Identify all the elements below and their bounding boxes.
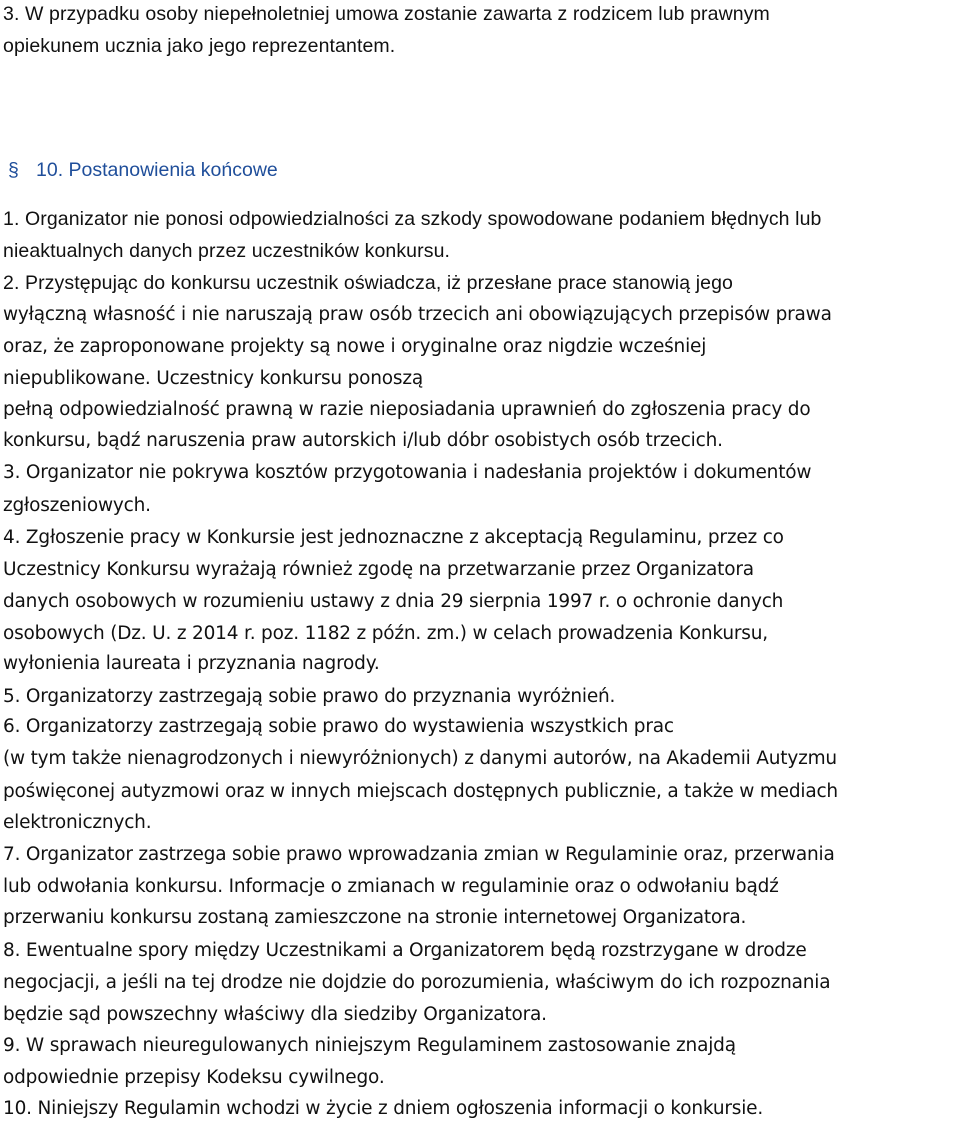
- section-heading: [3, 158, 278, 182]
- body-line: 7. Organizator zastrzega sobie prawo wprowadzania zmian w Regulaminie oraz, przerwania: [3, 844, 835, 865]
- body-line: będzie sąd powszechny właściwy dla siedziby Organizatora.: [3, 1004, 547, 1025]
- body-line: (w tym także nienagrodzonych i niewyróżnionych) z danymi autorów, na Akademii Autyzmu: [3, 748, 837, 769]
- body-line: negocjacji, a jeśli na tej drodze nie dojdzie do porozumienia, właściwym do ich rozpoznania: [3, 972, 831, 993]
- body-line: wyłączną własność i nie naruszają praw osób trzecich ani obowiązujących przepisów prawa: [3, 304, 832, 325]
- body-line: zgłoszeniowych.: [3, 495, 151, 516]
- body-line: danych osobowych w rozumieniu ustawy z dnia 29 sierpnia 1997 r. o ochronie danych: [3, 591, 784, 612]
- section-title: 10. Postanowienia końcowe: [36, 159, 278, 181]
- body-line: nieaktualnych danych przez uczestników konkursu.: [3, 240, 451, 262]
- body-line: odpowiednie przepisy Kodeksu cywilnego.: [3, 1067, 385, 1088]
- body-line: lub odwołania konkursu. Informacje o zmianach w regulaminie oraz o odwołaniu bądź: [3, 876, 779, 897]
- body-line: 9. W sprawach nieuregulowanych niniejszym Regulaminem zastosowanie znajdą: [3, 1035, 736, 1056]
- body-line: 2. Przystępując do konkursu uczestnik oświadcza, iż przesłane prace stanowią jego: [3, 272, 733, 294]
- body-line: 8. Ewentualne spory między Uczestnikami a Organizatorem będą rozstrzygane w drodze: [3, 940, 807, 961]
- body-line: konkursu, bądź naruszenia praw autorskich i/lub dóbr osobistych osób trzecich.: [3, 430, 723, 451]
- body-line: 5. Organizatorzy zastrzegają sobie prawo do przyznania wyróżnień.: [3, 686, 616, 707]
- body-line: 3. Organizator nie pokrywa kosztów przygotowania i nadesłania projektów i dokumentów: [3, 462, 812, 483]
- body-line: niepublikowane. Uczestnicy konkursu ponoszą: [3, 368, 424, 389]
- intro-line-2: opiekunem ucznia jako jego reprezentantem.: [3, 35, 396, 57]
- intro-line-1: 3. W przypadku osoby niepełnoletniej umowa zostanie zawarta z rodzicem lub prawnym: [3, 3, 770, 25]
- body-line: Uczestnicy Konkursu wyrażają również zgodę na przetwarzanie przez Organizatora: [3, 559, 754, 580]
- body-line: przerwaniu konkursu zostaną zamieszczone na stronie internetowej Organizatora.: [3, 907, 747, 928]
- body-line: oraz, że zaproponowane projekty są nowe i oryginalne oraz nigdzie wcześniej: [3, 336, 707, 357]
- section-sign-icon: §: [8, 159, 19, 181]
- body-line: 4. Zgłoszenie pracy w Konkursie jest jednoznaczne z akceptacją Regulaminu, przez co: [3, 527, 784, 548]
- body-line: pełną odpowiedzialność prawną w razie nieposiadania uprawnień do zgłoszenia pracy do: [3, 399, 811, 420]
- body-line: poświęconej autyzmowi oraz w innych miejscach dostępnych publicznie, a także w mediach: [3, 781, 838, 802]
- body-line: 6. Organizatorzy zastrzegają sobie prawo do wystawienia wszystkich prac: [3, 716, 674, 737]
- body-line: elektronicznych.: [3, 812, 152, 833]
- body-line: osobowych (Dz. U. z 2014 r. poz. 1182 z późn. zm.) w celach prowadzenia Konkursu,: [3, 623, 768, 644]
- body-line: 1. Organizator nie ponosi odpowiedzialności za szkody spowodowane podaniem błędnych lub: [3, 208, 822, 230]
- body-line: 10. Niniejszy Regulamin wchodzi w życie z dniem ogłoszenia informacji o konkursie.: [3, 1098, 764, 1119]
- body-line: wyłonienia laureata i przyznania nagrody.: [3, 653, 380, 674]
